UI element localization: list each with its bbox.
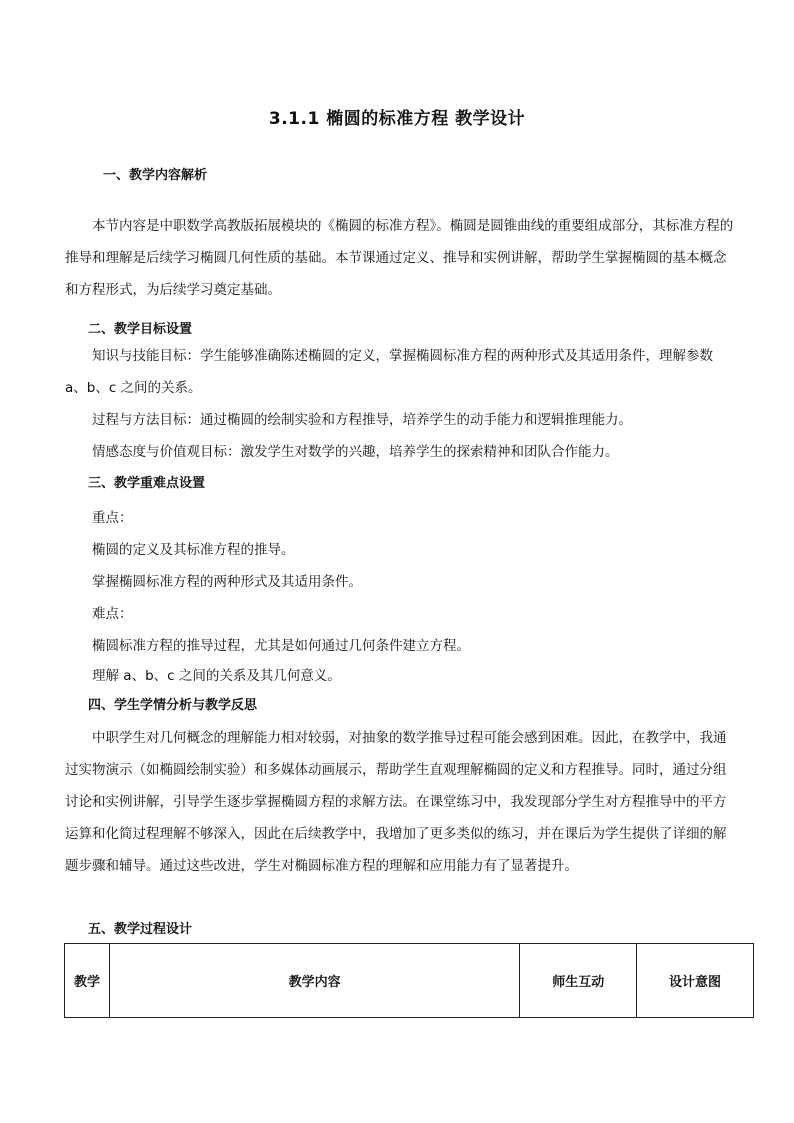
difficult-point-item: 椭圆标准方程的推导过程，尤其是如何通过几何条件建立方程。 [92,638,470,654]
table-header-row [65,944,754,1018]
key-points-label: 重点： [92,510,133,526]
key-point-item: 掌握椭圆标准方程的两种形式及其适用条件。 [92,574,362,590]
emotion-objective-paragraph: 情感态度与价值观目标：激发学生对数学的兴趣，培养学生的探索精神和团队合作能力。 [92,444,619,460]
table-header-cell: 教学内容 [109,944,519,1018]
section-heading-reflection: 四、学生学情分析与教学反思 [88,698,258,713]
table-header-cell: 设计意图 [637,944,754,1018]
table-header-cell: 师生互动 [520,944,637,1018]
table-header-cell: 教学 [65,944,110,1018]
document-title: 3.1.1 椭圆的标准方程 教学设计 [268,109,526,129]
content-analysis-paragraph: 本节内容是中职数学高教版拓展模块的《椭圆的标准方程》。椭圆是圆锥曲线的重要组成部分，其标准方程的推导和理解是后续学习椭圆几何性质的基础。本节课通过定义、推导和实例讲解，帮助学生掌握椭圆的基本概念和方程形式，为后续学习奠定基础。 [65,218,734,298]
section-heading-process-design: 五、教学过程设计 [88,922,193,937]
section-heading-key-points: 三、教学重难点设置 [88,476,206,491]
knowledge-objective-paragraph: 知识与技能目标：学生能够准确陈述椭圆的定义，掌握椭圆标准方程的两种形式及其适用条件，理解参数 a、b、c 之间的关系。 [65,348,713,396]
difficult-points-label: 难点： [92,606,133,622]
reflection-paragraph: 中职学生对几何概念的理解能力相对较弱，对抽象的数学推导过程可能会感到困难。因此，在教学中，我通过实物演示（如椭圆绘制实验）和多媒体动画展示，帮助学生直观理解椭圆的定义和方程推导。同时，通过分组讨论和实例讲解，引导学生逐步掌握椭圆方程的求解方法。在课堂练习中，我发现部分学生对方程推导中的平方运算和化简过程理解不够深入，因此在后续教学中，我增加了更多类似的练习，并在课后为学生提供了详细的解题步骤和辅导。通过这些改进，学生对椭圆标准方程的理解和应用能力有了显著提升。 [65,730,727,874]
section-heading-objectives: 二、教学目标设置 [88,322,193,337]
process-design-table [64,943,754,1018]
process-objective-paragraph: 过程与方法目标：通过椭圆的绘制实验和方程推导，培养学生的动手能力和逻辑推理能力。 [92,412,632,428]
key-point-item: 椭圆的定义及其标准方程的推导。 [92,542,295,558]
difficult-point-item: 理解 a、b、c 之间的关系及其几何意义。 [92,668,341,684]
section-heading-content-analysis: 一、教学内容解析 [103,168,208,183]
